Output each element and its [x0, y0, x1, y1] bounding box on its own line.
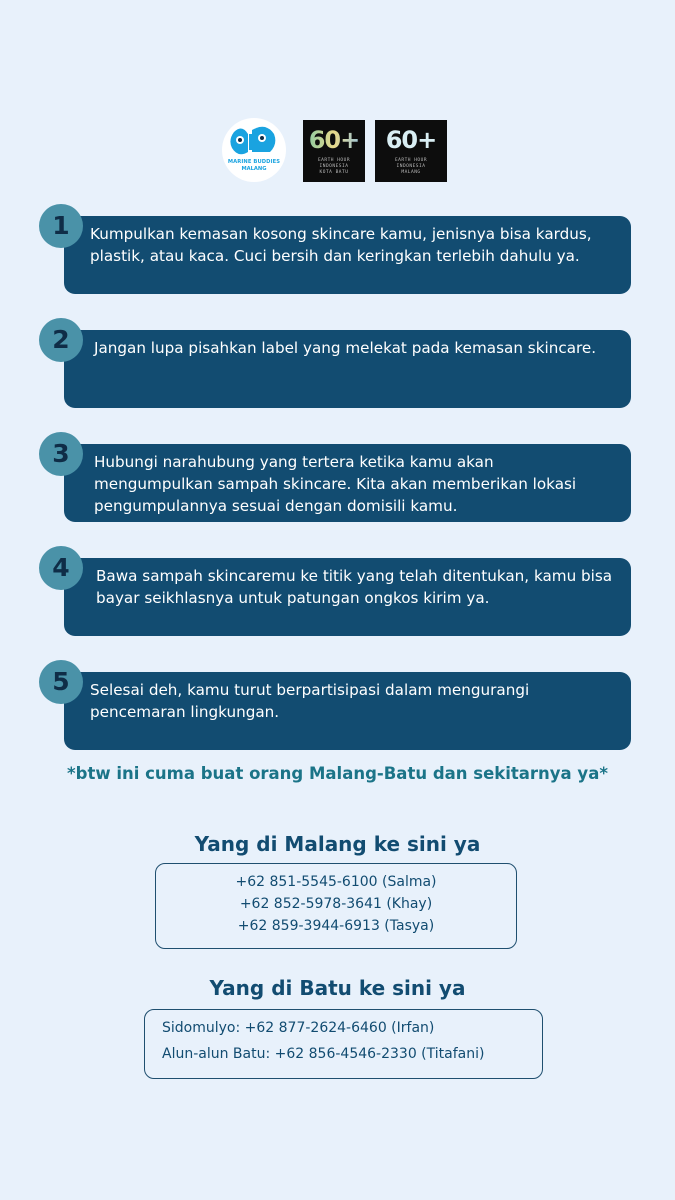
malang-contact-box [155, 863, 517, 949]
step-text: Hubungi narahubung yang tertera ketika kamu akan mengumpulkan sampah skincare. Kita akan memberikan lokasi pengumpulannya sesuai dengan domisili kamu. [94, 453, 577, 515]
earth-hour-line2: INDONESIA [396, 164, 426, 169]
earth-hour-line2: INDONESIA [319, 164, 349, 169]
batu-heading: Yang di Batu ke sini ya [209, 976, 466, 1000]
region-note: *btw ini cuma buat orang Malang-Batu dan sekitarnya ya* [67, 764, 608, 783]
batu-contact-box [144, 1009, 543, 1079]
step-card-1 [64, 216, 631, 294]
step-card-2 [64, 330, 631, 408]
step-text: Selesai deh, kamu turut berpartisipasi dalam mengurangi pencemaran lingkungan. [90, 681, 530, 721]
earth-hour-number: 60+ [303, 126, 365, 154]
step-number-badge-1: 1 [39, 204, 83, 248]
step-number-badge-3: 3 [39, 432, 83, 476]
earth-hour-line3: KOTA BATU [319, 170, 349, 175]
contact-line[interactable]: +62 852-5978-3641 (Khay) [239, 896, 433, 912]
earth-hour-malang-logo [375, 120, 447, 182]
contact-line[interactable]: +62 859-3944-6913 (Tasya) [237, 918, 435, 934]
logo-row [0, 118, 675, 184]
earth-hour-line1: EARTH HOUR [317, 158, 351, 163]
contact-line[interactable]: Alun-alun Batu: +62 856-4546-2330 (Titafani) [162, 1046, 485, 1062]
step-text: Bawa sampah skincaremu ke titik yang telah ditentukan, kamu bisa bayar seikhlasnya untuk patungan ongkos kirim ya. [96, 567, 613, 607]
earth-hour-batu-logo [303, 120, 365, 182]
step-card-5 [64, 672, 631, 750]
earth-hour-number: 60+ [385, 126, 437, 154]
earth-hour-line1: EARTH HOUR [394, 158, 428, 163]
step-text: Jangan lupa pisahkan label yang melekat pada kemasan skincare. [94, 339, 597, 357]
contact-line[interactable]: Sidomulyo: +62 877-2624-6460 (Irfan) [162, 1020, 435, 1036]
step-text: Kumpulkan kemasan kosong skincare kamu, jenisnya bisa kardus, plastik, atau kaca. Cuci bersih dan keringkan terlebih dahulu ya. [90, 225, 592, 265]
step-number-badge-4: 4 [39, 546, 83, 590]
step-card-3 [64, 444, 631, 522]
earth-hour-line3: MALANG [401, 170, 421, 175]
marine-buddies-logo [222, 118, 286, 182]
marine-buddies-subtext: MALANG [241, 166, 267, 172]
fish-icon [222, 118, 286, 182]
malang-heading: Yang di Malang ke sini ya [194, 832, 481, 856]
step-number-badge-5: 5 [39, 660, 83, 704]
step-number-badge-2: 2 [39, 318, 83, 362]
marine-buddies-text: MARINE BUDDIES [227, 159, 281, 165]
contact-line[interactable]: +62 851-5545-6100 (Salma) [235, 874, 437, 890]
step-card-4 [64, 558, 631, 636]
